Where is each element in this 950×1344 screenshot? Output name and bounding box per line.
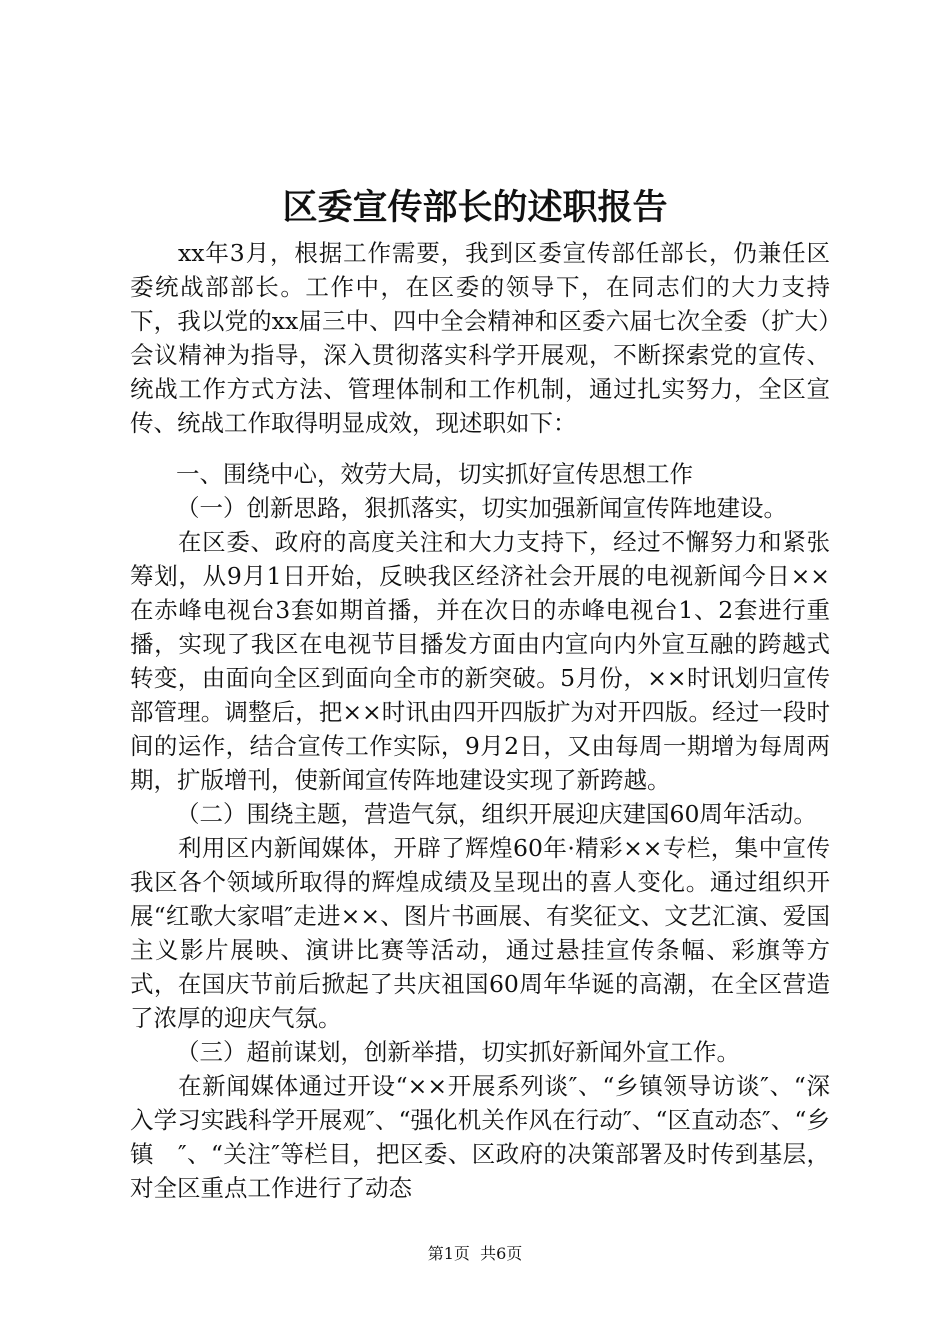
body-paragraph: 利用区内新闻媒体，开辟了辉煌60年·精彩××专栏，集中宣传我区各个领域所取得的辉煌成绩及呈现出的喜人变化。通过组织开展“红歌大家唱″走进××、图片书画展、有奖征文、文艺汇演、爱国主义影片展映、演讲比赛等活动，通过悬挂宣传条幅、彩旗等方式，在国庆节前后掀起了共庆祖国60周年华诞的高潮，在全区营造了浓厚的迎庆气氛。 — [130, 834, 830, 1032]
document-title: 区委宣传部长的述职报告 — [282, 187, 668, 228]
document-body — [130, 236, 830, 1205]
subsection-heading-3: （三）超前谋划，创新举措，切实抓好新闻外宣工作。 — [176, 1038, 740, 1066]
page-number: 第1页 — [427, 1244, 470, 1263]
section-heading-1: 一、围绕中心，效劳大局，切实抓好宣传思想工作 — [176, 460, 693, 488]
subsection-heading-1: （一）创新思路，狠抓落实，切实加强新闻宣传阵地建设。 — [176, 494, 787, 522]
subsection-heading-2: （二）围绕主题，营造气氛，组织开展迎庆建国60周年活动。 — [176, 800, 817, 828]
page-total: 共6页 — [480, 1244, 523, 1263]
body-paragraph: 在新闻媒体通过开设“××开展系列谈″、“乡镇领导访谈″、“深入学习实践科学开展观″、“强化机关作风在行动″、“区直动态″、“乡镇 ″、“关注″等栏目，把区委、区政府的决策部署及时传到基层，对全区重点工作进行了动态 — [130, 1072, 830, 1202]
page-footer — [0, 1244, 950, 1264]
intro-paragraph: xx年3月，根据工作需要，我到区委宣传部任部长，仍兼任区委统战部部长。工作中，在区委的领导下，在同志们的大力支持下，我以党的xx届三中、四中全会精神和区委六届七次全委（扩大）会议精神为指导，深入贯彻落实科学开展观，不断探索党的宣传、统战工作方式方法、管理体制和工作机制，通过扎实努力，全区宣传、统战工作取得明显成效，现述职如下： — [130, 239, 830, 437]
body-paragraph: 在区委、政府的高度关注和大力支持下，经过不懈努力和紧张筹划，从9月1日开始，反映我区经济社会开展的电视新闻今日××在赤峰电视台3套如期首播，并在次日的赤峰电视台1、2套进行重播，实现了我区在电视节目播发方面由内宣向内外宣互融的跨越式转变，由面向全区到面向全市的新突破。5月份，××时讯划归宣传部管理。调整后，把××时讯由四开四版扩为对开四版。经过一段时间的运作，结合宣传工作实际，9月2日，又由每周一期增为每周两期，扩版增刊，使新闻宣传阵地建设实现了新跨越。 — [130, 528, 830, 794]
